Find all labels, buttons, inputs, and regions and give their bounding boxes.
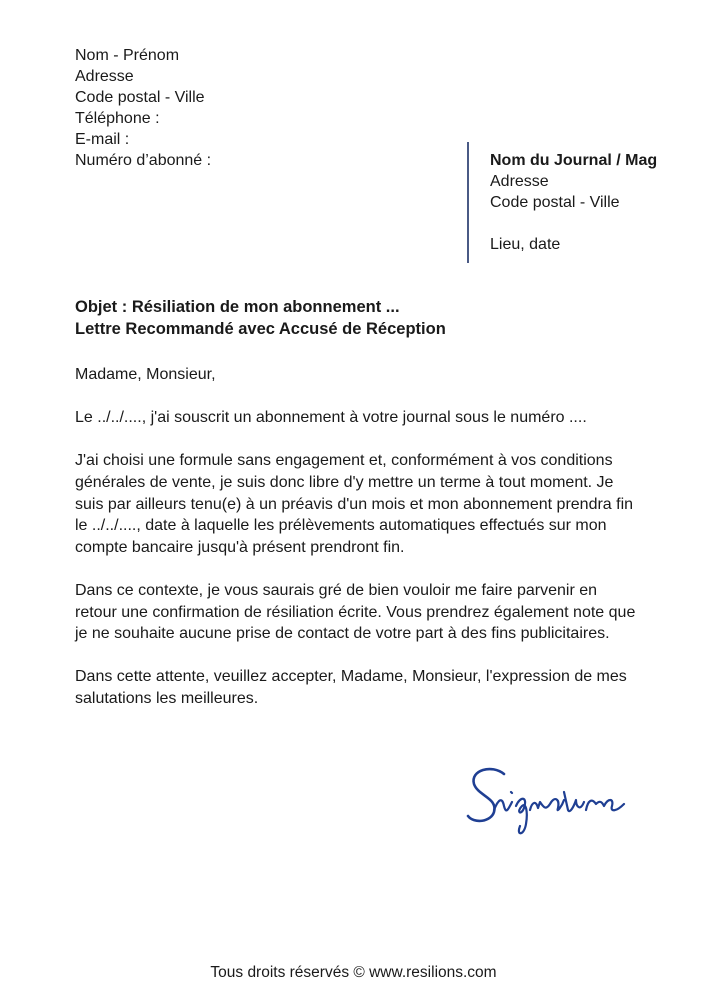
recipient-address: Adresse bbox=[490, 173, 549, 190]
sender-phone: Téléphone : bbox=[75, 110, 160, 127]
sender-postal-city: Code postal - Ville bbox=[75, 89, 205, 106]
subject-block bbox=[75, 296, 446, 340]
footer-copyright: Tous droits réservés © www.resilions.com bbox=[210, 964, 497, 981]
subject-line: Objet : Résiliation de mon abonnement ... bbox=[75, 298, 400, 316]
sender-block bbox=[75, 45, 211, 171]
recipient-postal-city: Code postal - Ville bbox=[490, 194, 620, 211]
greeting: Madame, Monsieur, bbox=[75, 366, 216, 383]
closing: Dans cette attente, veuillez accepter, Madame, Monsieur, l'expression de mes salutations les meilleures. bbox=[75, 668, 627, 707]
letter-body bbox=[75, 364, 640, 731]
paragraph-request: Dans ce contexte, je vous saurais gré de bien vouloir me faire parvenir en retour une confirmation de résiliation écrite. Vous prendrez également note que je ne souhaite aucune prise de contact de votre part à des fins publicitaires. bbox=[75, 581, 636, 643]
spacer bbox=[490, 213, 657, 234]
registered-letter-line: Lettre Recommandé avec Accusé de Réception bbox=[75, 320, 446, 338]
paragraph-terms: J'ai choisi une formule sans engagement et, conformément à vos conditions générales de vente, je suis donc libre d'y mettre un terme à tout moment. Je suis par ailleurs tenu(e) à un préavis d'un mois et mon abonnement prendra fin le ../../...., date à laquelle les prélèvements automatiques effectués sur mon compte bancaire jusqu'à présent prendront fin. bbox=[75, 452, 634, 556]
recipient-block bbox=[490, 150, 657, 255]
sender-address: Adresse bbox=[75, 68, 134, 85]
signature-image bbox=[464, 762, 634, 840]
recipient-divider bbox=[467, 142, 469, 263]
place-date: Lieu, date bbox=[490, 236, 561, 253]
sender-email: E-mail : bbox=[75, 131, 130, 148]
sender-name: Nom - Prénom bbox=[75, 47, 180, 64]
paragraph-subscription: Le ../../...., j'ai souscrit un abonnement à votre journal sous le numéro .... bbox=[75, 409, 587, 427]
recipient-name: Nom du Journal / Mag bbox=[490, 152, 658, 169]
sender-subscriber-number: Numéro d’abonné : bbox=[75, 152, 212, 169]
